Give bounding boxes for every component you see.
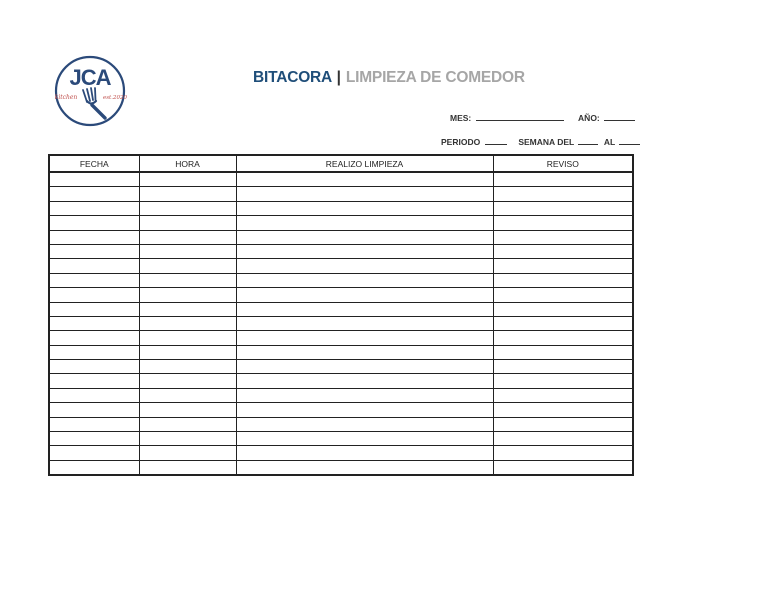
table-body xyxy=(49,172,633,475)
month-year-line xyxy=(450,111,635,123)
logo-script-left: kitchen xyxy=(54,94,78,101)
column-header-realizo-limpieza: REALIZO LIMPIEZA xyxy=(236,155,493,172)
table-cell[interactable] xyxy=(49,403,139,417)
table-cell[interactable] xyxy=(49,187,139,201)
table-cell[interactable] xyxy=(236,259,493,273)
table-cell[interactable] xyxy=(493,187,633,201)
table-cell[interactable] xyxy=(493,273,633,287)
table-cell[interactable] xyxy=(493,374,633,388)
month-field[interactable] xyxy=(476,111,564,121)
table-cell[interactable] xyxy=(139,288,236,302)
table-row xyxy=(49,374,633,388)
to-label: AL xyxy=(603,137,616,147)
table-cell[interactable] xyxy=(236,201,493,215)
table-cell[interactable] xyxy=(236,230,493,244)
table-cell[interactable] xyxy=(236,172,493,187)
table-cell[interactable] xyxy=(493,259,633,273)
table-row xyxy=(49,273,633,287)
table-row xyxy=(49,259,633,273)
table-cell[interactable] xyxy=(493,446,633,460)
table-cell[interactable] xyxy=(236,302,493,316)
table-cell[interactable] xyxy=(236,446,493,460)
table-cell[interactable] xyxy=(236,374,493,388)
table-cell[interactable] xyxy=(139,345,236,359)
table-cell[interactable] xyxy=(49,446,139,460)
table-row xyxy=(49,432,633,446)
table-cell[interactable] xyxy=(139,403,236,417)
table-row xyxy=(49,288,633,302)
table-cell[interactable] xyxy=(236,403,493,417)
table-cell[interactable] xyxy=(236,216,493,230)
table-row xyxy=(49,460,633,475)
table-cell[interactable] xyxy=(139,230,236,244)
document-title xyxy=(253,69,525,87)
table-cell[interactable] xyxy=(236,288,493,302)
table-cell[interactable] xyxy=(139,417,236,431)
table-cell[interactable] xyxy=(139,244,236,258)
table-row xyxy=(49,417,633,431)
table-cell[interactable] xyxy=(493,302,633,316)
logo-script-right: est.2020 xyxy=(102,95,128,101)
table-row xyxy=(49,244,633,258)
table-cell[interactable] xyxy=(236,316,493,330)
table-cell[interactable] xyxy=(236,360,493,374)
table-cell[interactable] xyxy=(493,201,633,215)
title-main: BITACORA xyxy=(253,69,332,86)
table-cell[interactable] xyxy=(49,316,139,330)
table-cell[interactable] xyxy=(493,417,633,431)
table-row xyxy=(49,216,633,230)
table-cell[interactable] xyxy=(49,259,139,273)
year-field[interactable] xyxy=(604,111,635,121)
table-row xyxy=(49,230,633,244)
table-row xyxy=(49,388,633,402)
table-cell[interactable] xyxy=(49,244,139,258)
table-cell[interactable] xyxy=(139,201,236,215)
table-cell[interactable] xyxy=(236,187,493,201)
period-week-line xyxy=(441,135,640,147)
table-cell[interactable] xyxy=(139,446,236,460)
table-cell[interactable] xyxy=(493,460,633,475)
table-row xyxy=(49,302,633,316)
year-label: AÑO: xyxy=(578,113,600,123)
table-cell[interactable] xyxy=(493,331,633,345)
table-row xyxy=(49,187,633,201)
table-cell[interactable] xyxy=(236,417,493,431)
table-cell[interactable] xyxy=(493,172,633,187)
month-label: MES: xyxy=(450,113,472,123)
log-table xyxy=(48,154,634,476)
logo-text: JCA xyxy=(69,65,111,90)
table-cell[interactable] xyxy=(236,244,493,258)
table-cell[interactable] xyxy=(139,360,236,374)
week-from-field[interactable] xyxy=(578,135,598,145)
table-cell[interactable] xyxy=(236,273,493,287)
table-cell[interactable] xyxy=(139,460,236,475)
table-row xyxy=(49,316,633,330)
table-cell[interactable] xyxy=(49,273,139,287)
table-cell[interactable] xyxy=(493,360,633,374)
table-cell[interactable] xyxy=(49,345,139,359)
fork-icon xyxy=(83,88,105,118)
table-cell[interactable] xyxy=(139,259,236,273)
table-cell[interactable] xyxy=(49,216,139,230)
table-cell[interactable] xyxy=(236,432,493,446)
table-cell[interactable] xyxy=(49,460,139,475)
table-cell[interactable] xyxy=(49,230,139,244)
table-row xyxy=(49,331,633,345)
table-cell[interactable] xyxy=(236,460,493,475)
table-cell[interactable] xyxy=(139,302,236,316)
table-cell[interactable] xyxy=(236,388,493,402)
table-cell[interactable] xyxy=(236,331,493,345)
table-header-row xyxy=(49,155,633,172)
table-cell[interactable] xyxy=(139,172,236,187)
table-cell[interactable] xyxy=(493,388,633,402)
table-cell[interactable] xyxy=(139,432,236,446)
table-row xyxy=(49,201,633,215)
table-cell[interactable] xyxy=(49,432,139,446)
table-cell[interactable] xyxy=(493,288,633,302)
table-cell[interactable] xyxy=(49,374,139,388)
table-row xyxy=(49,403,633,417)
table-cell[interactable] xyxy=(49,172,139,187)
table-row xyxy=(49,345,633,359)
table-cell[interactable] xyxy=(139,216,236,230)
company-logo xyxy=(49,54,131,128)
column-header-reviso: REVISO xyxy=(493,155,633,172)
table-cell[interactable] xyxy=(49,388,139,402)
week-label: SEMANA DEL xyxy=(518,137,575,147)
table-cell[interactable] xyxy=(139,374,236,388)
column-header-hora: HORA xyxy=(139,155,236,172)
table-row xyxy=(49,446,633,460)
table-cell[interactable] xyxy=(49,360,139,374)
period-label: PERIODO xyxy=(441,137,481,147)
table-cell[interactable] xyxy=(49,417,139,431)
table-cell[interactable] xyxy=(139,187,236,201)
table-cell[interactable] xyxy=(49,331,139,345)
table-cell[interactable] xyxy=(493,216,633,230)
table-cell[interactable] xyxy=(49,201,139,215)
title-separator: | xyxy=(336,69,341,86)
table-cell[interactable] xyxy=(139,388,236,402)
table-cell[interactable] xyxy=(49,288,139,302)
table-cell[interactable] xyxy=(493,432,633,446)
table-cell[interactable] xyxy=(139,331,236,345)
table-cell[interactable] xyxy=(493,403,633,417)
table-row xyxy=(49,172,633,187)
table-cell[interactable] xyxy=(139,316,236,330)
week-to-field[interactable] xyxy=(619,135,640,145)
table-cell[interactable] xyxy=(493,244,633,258)
column-header-fecha: FECHA xyxy=(49,155,139,172)
table-cell[interactable] xyxy=(493,316,633,330)
period-field[interactable] xyxy=(485,135,507,145)
title-subtitle: LIMPIEZA DE COMEDOR xyxy=(345,69,525,86)
table-cell[interactable] xyxy=(139,273,236,287)
table-cell[interactable] xyxy=(493,230,633,244)
table-cell[interactable] xyxy=(49,302,139,316)
table-cell[interactable] xyxy=(236,345,493,359)
table-row xyxy=(49,360,633,374)
table-cell[interactable] xyxy=(493,345,633,359)
